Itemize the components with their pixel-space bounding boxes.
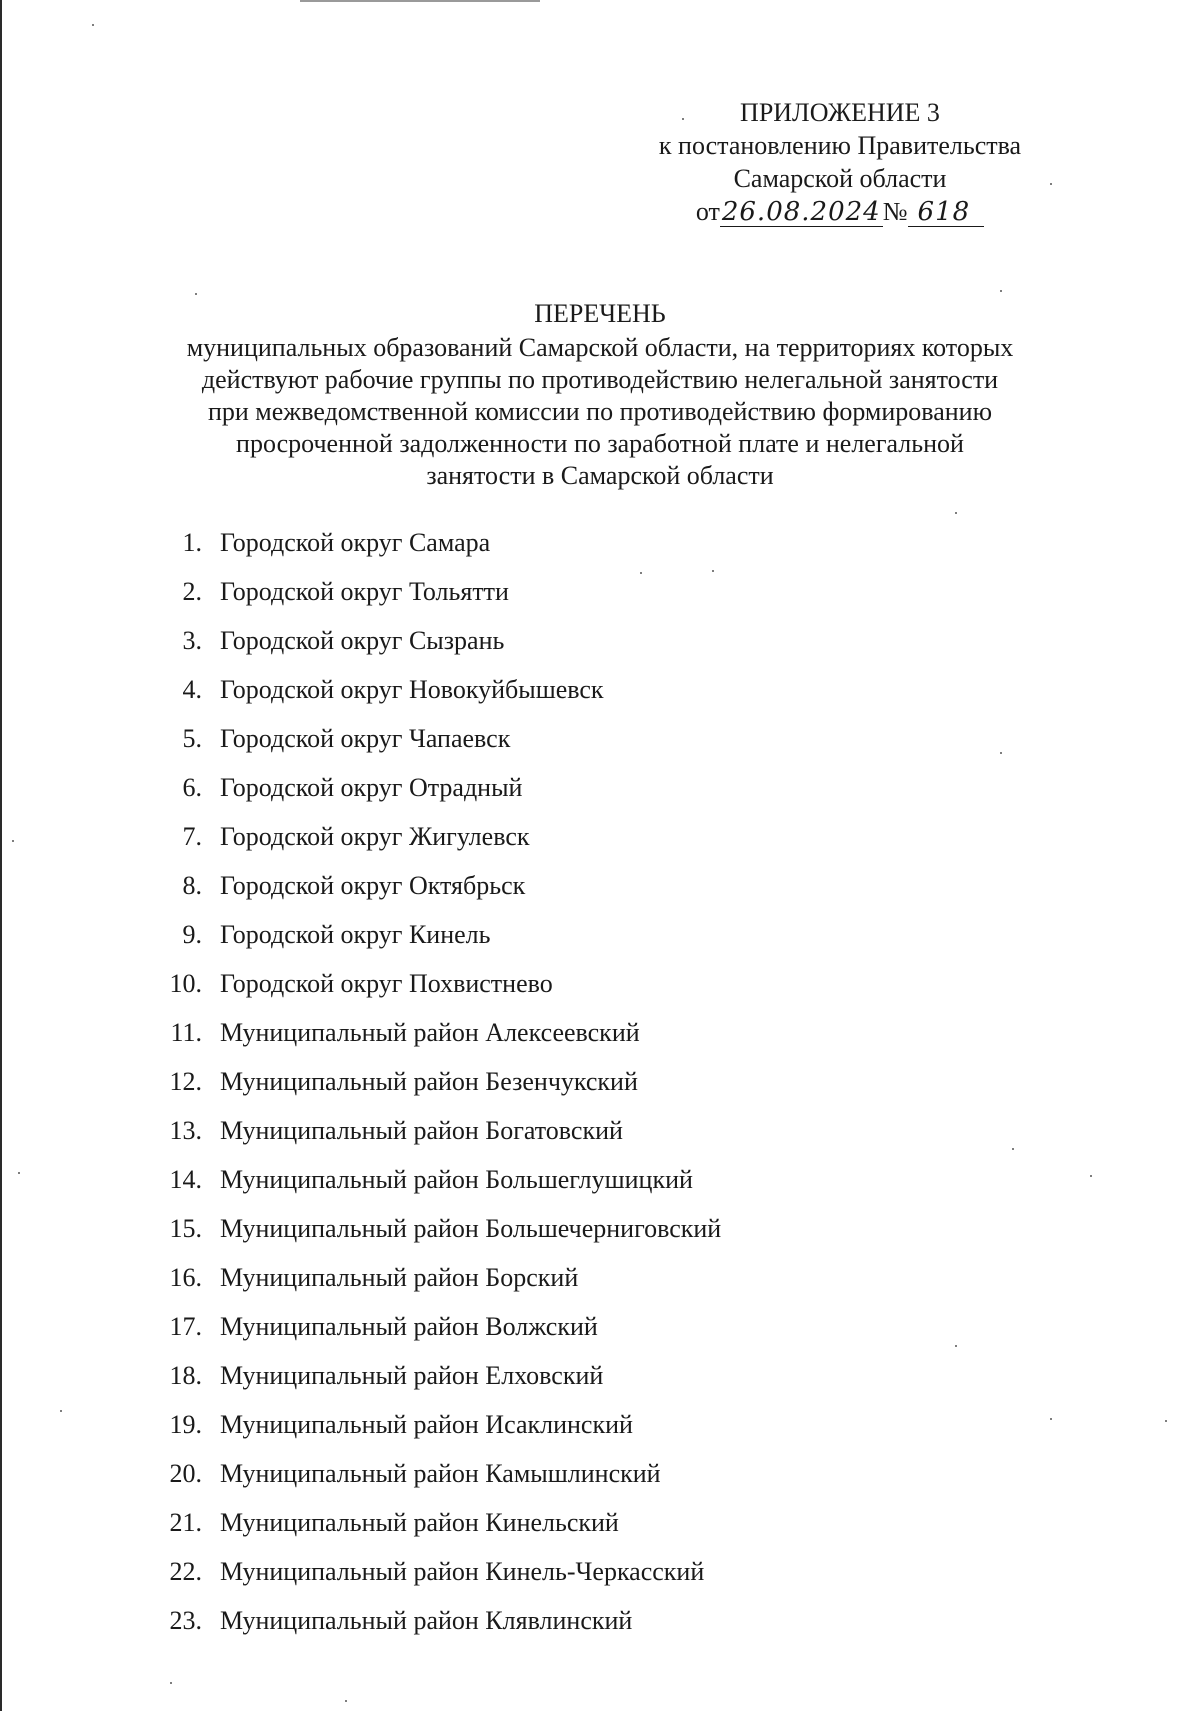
scan-speck bbox=[170, 1682, 172, 1684]
list-item-number: 14. bbox=[169, 1165, 202, 1194]
scan-speck bbox=[955, 512, 957, 514]
list-item-name: Городской округ Жигулевск bbox=[220, 822, 530, 851]
list-item-number: 19. bbox=[169, 1410, 202, 1439]
list-item bbox=[150, 626, 1050, 675]
municipalities-list bbox=[150, 528, 1050, 1655]
list-item bbox=[150, 1116, 1050, 1165]
list-item-name: Муниципальный район Большечерниговский bbox=[220, 1214, 722, 1243]
list-item bbox=[150, 1214, 1050, 1263]
scan-speck bbox=[92, 24, 94, 26]
list-item-name: Муниципальный район Алексеевский bbox=[220, 1018, 640, 1047]
scan-speck bbox=[1090, 1175, 1092, 1177]
list-item-name: Муниципальный район Волжский bbox=[220, 1312, 598, 1341]
list-item-name: Муниципальный район Большеглушицкий bbox=[220, 1165, 693, 1194]
list-item-name: Городской округ Отрадный bbox=[220, 773, 523, 802]
scan-speck bbox=[955, 1345, 957, 1347]
list-item-number: 13. bbox=[169, 1116, 202, 1145]
list-item-name: Городской округ Октябрьск bbox=[220, 871, 526, 900]
list-item-number: 9. bbox=[182, 920, 202, 949]
list-item-number: 1. bbox=[182, 528, 202, 557]
list-item-number: 12. bbox=[169, 1067, 202, 1096]
list-item bbox=[150, 1067, 1050, 1116]
annex-title: ПРИЛОЖЕНИЕ 3 bbox=[740, 98, 940, 127]
list-item bbox=[150, 871, 1050, 920]
list-item bbox=[150, 1263, 1050, 1312]
scan-speck bbox=[12, 840, 14, 842]
subtitle-line: занятости в Самарской области bbox=[426, 461, 774, 490]
list-item-name: Городской округ Самара bbox=[220, 528, 491, 557]
list-item-name: Муниципальный район Клявлинский bbox=[220, 1606, 633, 1635]
scan-speck bbox=[712, 570, 714, 572]
list-item bbox=[150, 969, 1050, 1018]
subtitle-line: муниципальных образований Самарской области, на территориях которых bbox=[186, 333, 1014, 362]
list-item-name: Муниципальный район Камышлинский bbox=[220, 1459, 661, 1488]
list-item-number: 2. bbox=[182, 577, 202, 606]
list-item-number: 4. bbox=[182, 675, 202, 704]
annex-line-1: к постановлению Правительства bbox=[658, 131, 1022, 160]
list-item bbox=[150, 528, 1050, 577]
list-item-number: 5. bbox=[182, 724, 202, 753]
date-prefix: от bbox=[695, 197, 720, 226]
annex-date-line bbox=[640, 195, 1040, 228]
list-item bbox=[150, 1606, 1050, 1655]
list-item-number: 10. bbox=[169, 969, 202, 998]
list-item bbox=[150, 822, 1050, 871]
list-item-name: Муниципальный район Богатовский bbox=[220, 1116, 623, 1145]
list-item-number: 7. bbox=[182, 822, 202, 851]
number-prefix: № bbox=[882, 197, 908, 226]
list-item-number: 17. bbox=[169, 1312, 202, 1341]
subtitle-line: при межведомственной комиссии по противодействию формированию bbox=[207, 397, 993, 426]
list-item bbox=[150, 1018, 1050, 1067]
scan-speck bbox=[1165, 1420, 1167, 1422]
list-item-name: Городской округ Чапаевск bbox=[220, 724, 511, 753]
handwritten-date: 26.08.2024 bbox=[721, 197, 881, 227]
list-item bbox=[150, 1557, 1050, 1606]
scan-speck bbox=[1012, 1148, 1014, 1150]
annex-block bbox=[640, 96, 1040, 228]
handwritten-number: 618 bbox=[908, 198, 985, 227]
list-item-name: Муниципальный район Кинельский bbox=[220, 1508, 619, 1537]
list-item-number: 11. bbox=[170, 1018, 202, 1047]
list-item-number: 15. bbox=[169, 1214, 202, 1243]
list-item bbox=[150, 1312, 1050, 1361]
list-item-number: 20. bbox=[169, 1459, 202, 1488]
scan-top-edge bbox=[300, 0, 540, 2]
list-item-name: Городской округ Сызрань bbox=[220, 626, 505, 655]
scan-speck bbox=[640, 572, 642, 574]
list-item-name: Городской округ Новокуйбышевск bbox=[220, 675, 604, 704]
scan-speck bbox=[60, 1410, 62, 1412]
scan-speck bbox=[1000, 290, 1002, 292]
list-item-name: Муниципальный район Безенчукский bbox=[220, 1067, 638, 1096]
list-item bbox=[150, 1361, 1050, 1410]
list-item-number: 23. bbox=[169, 1606, 202, 1635]
document-title-block bbox=[120, 298, 1080, 492]
scan-speck bbox=[1050, 183, 1052, 185]
annex-line-2: Самарской области bbox=[733, 164, 947, 193]
list-item bbox=[150, 1508, 1050, 1557]
list-item-number: 16. bbox=[169, 1263, 202, 1292]
subtitle-line: действуют рабочие группы по противодействию нелегальной занятости bbox=[201, 365, 999, 394]
list-item-number: 3. bbox=[182, 626, 202, 655]
scan-speck bbox=[18, 1172, 20, 1174]
scan-speck bbox=[1050, 1418, 1052, 1420]
scan-speck bbox=[1000, 752, 1002, 754]
list-item-number: 18. bbox=[169, 1361, 202, 1390]
list-item bbox=[150, 773, 1050, 822]
scan-speck bbox=[345, 1700, 347, 1702]
list-item bbox=[150, 577, 1050, 626]
list-item bbox=[150, 724, 1050, 773]
scan-left-edge bbox=[0, 0, 2, 1711]
scan-speck bbox=[195, 293, 197, 295]
list-item-number: 6. bbox=[182, 773, 202, 802]
document-heading: ПЕРЕЧЕНЬ bbox=[534, 299, 666, 328]
list-item bbox=[150, 675, 1050, 724]
list-item bbox=[150, 1410, 1050, 1459]
subtitle-line: просроченной задолженности по заработной плате и нелегальной bbox=[236, 429, 964, 458]
scan-speck bbox=[682, 118, 684, 120]
list-item-number: 21. bbox=[169, 1508, 202, 1537]
list-item-number: 8. bbox=[182, 871, 202, 900]
list-item-name: Муниципальный район Борский bbox=[220, 1263, 579, 1292]
list-item-name: Муниципальный район Исаклинский bbox=[220, 1410, 633, 1439]
list-item bbox=[150, 1459, 1050, 1508]
list-item-name: Городской округ Похвистнево bbox=[220, 969, 553, 998]
list-item-name: Городской округ Тольятти bbox=[220, 577, 509, 606]
list-item-name: Муниципальный район Елховский bbox=[220, 1361, 604, 1390]
list-item-number: 22. bbox=[169, 1557, 202, 1586]
list-item bbox=[150, 1165, 1050, 1214]
list-item bbox=[150, 920, 1050, 969]
list-item-name: Городской округ Кинель bbox=[220, 920, 491, 949]
list-item-name: Муниципальный район Кинель-Черкасский bbox=[220, 1557, 705, 1586]
